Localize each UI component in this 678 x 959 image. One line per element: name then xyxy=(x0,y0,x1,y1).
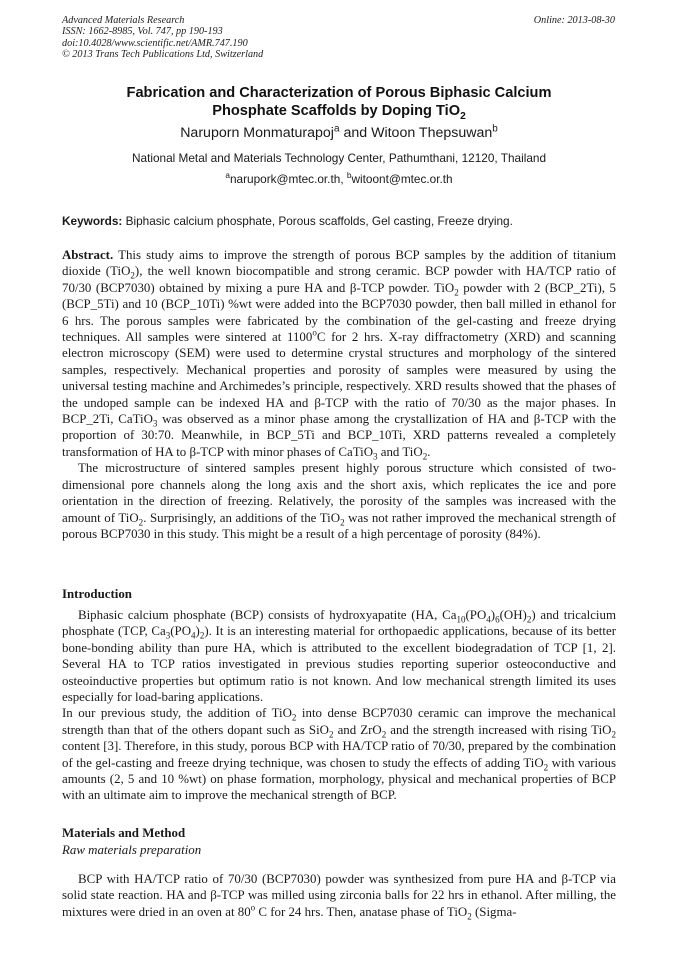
sub: 10 xyxy=(456,614,466,625)
journal-name: Advanced Materials Research xyxy=(62,15,185,26)
sub: 2 xyxy=(381,729,387,740)
sub: 2 xyxy=(543,762,549,773)
text: ) and tricalcium phosphate (TCP, Ca xyxy=(62,608,616,639)
text: (OH) xyxy=(499,608,527,622)
materials-section xyxy=(62,858,616,933)
sub: 2 xyxy=(422,451,428,462)
sup: o xyxy=(250,902,256,913)
sub: 2 xyxy=(611,729,616,740)
text: The microstructure of sintered samples present highly porous structure which consisted of two-dimensional pore channels along the long axis and the short axis, which replicates the ice and pore orientation in the direction of freezing. Relatively, the porosity of the samples was increased with the amount of TiO xyxy=(62,461,616,525)
paper-title xyxy=(62,84,616,120)
abstract-paragraph-2 xyxy=(62,460,616,542)
text: Biphasic calcium phosphate (BCP) consists of hydroxyapatite (HA, Ca xyxy=(78,608,457,622)
author-2: Witoon Thepsuwan xyxy=(371,125,493,141)
text: (PO xyxy=(170,624,192,639)
materials-heading: Materials and Method xyxy=(62,826,186,840)
email-b[interactable]: witoont@mtec.or.th xyxy=(351,172,453,186)
introduction-heading: Introduction xyxy=(62,587,132,601)
text: powder with 2 (BCP_2Ti), 5 (BCP_5Ti) and 10 (BCP_10Ti) %wt were added into the BCP7030 powder, then ball milled in ethanol for 6 hrs. The porous samples were fabricated by the combination of the gel-casting and freeze drying techniques. All samples were sintered at 1100 xyxy=(62,280,616,345)
abstract-label: Abstract. xyxy=(62,248,114,262)
sub: 3 xyxy=(373,451,378,462)
email-b-mark: b xyxy=(346,171,352,181)
text: (Sigma- xyxy=(471,904,517,919)
sub: 2 xyxy=(526,614,532,625)
sub: 6 xyxy=(495,614,500,625)
sub: 2 xyxy=(340,517,345,528)
text: ) xyxy=(195,624,200,639)
copyright-line: © 2013 Trans Tech Publications Ltd, Switzerland xyxy=(62,48,264,60)
abstract-section xyxy=(62,247,616,542)
intro-paragraph-2 xyxy=(62,705,616,803)
sup: o xyxy=(312,327,317,338)
text: into dense BCP7030 ceramic can improve the mechanical strength than that of the others dopant such as SiO xyxy=(62,706,616,737)
sub: 3 xyxy=(165,630,171,641)
text: and the strength increased with rising TiO xyxy=(386,722,612,737)
sub: 2 xyxy=(329,729,334,740)
text: was observed as a minor phase among the crystallization of HA and β-TCP with the proportion of 30:70. Meanwhile, in BCP_5Ti and BCP_10Ti, XRD patterns revealed a completely transformation of HA to β-TCP with minor phases of CaTiO xyxy=(62,412,616,459)
abstract-paragraph-1 xyxy=(62,247,616,460)
doi-line[interactable]: doi:10.4028/www.scientific.net/AMR.747.190 xyxy=(62,37,248,49)
author-list xyxy=(62,124,616,142)
issn-line: ISSN: 1662-8985, Vol. 747, pp 190-193 xyxy=(62,26,223,38)
sub: 2 xyxy=(199,630,205,641)
text: and ZrO xyxy=(333,722,382,737)
text: ) xyxy=(490,608,496,622)
keywords xyxy=(62,214,616,228)
materials-paragraph-1 xyxy=(62,871,616,920)
title-line-1: Fabrication and Characterization of Porous Biphasic Calcium xyxy=(126,85,552,101)
sub: 2 xyxy=(138,517,144,528)
sub: 2 xyxy=(130,270,135,281)
text: ), the well known biocompatible and strong ceramic. BCP powder with HA/TCP ratio of 70/30 (BCP7030) obtained by mixing a pure HA and β-TCP powder. TiO xyxy=(62,264,616,295)
text: (PO xyxy=(465,608,487,622)
text: with various amounts (2, 5 and 10 %wt) on phase formation, morphology, physical and mechanical properties of BCP with an ultimate aim to improve the mechanical strength of BCP. xyxy=(62,755,616,803)
text: In our previous study, the addition of TiO xyxy=(62,706,292,721)
introduction-section xyxy=(62,607,616,804)
author-1: Naruporn Monmaturapoj xyxy=(180,125,334,141)
affiliation: National Metal and Materials Technology Center, Pathumthani, 12120, Thailand xyxy=(131,151,547,165)
sub: 4 xyxy=(486,614,491,625)
text: ). It is an interesting material for orthopaedic applications, because of its better bone-bonding ability than pure HA, which is attributed to the excellent biodegradation of TCP [1, 2]. Several HA to TCP ratios investigated in previous studies reporting superior osteoconductive and osteoinductive properties but optimum ratio is not known. And low mechanical strength limited its uses especially for load-baring applications. xyxy=(62,624,616,705)
text: BCP with HA/TCP ratio of 70/30 (BCP7030) powder was synthesized from pure HA and β-TCP via solid state reaction. HA and β-TCP was milled using zirconia balls for 22 hrs in ethanol. After milling, the mixtures were dried in an oven at 80 xyxy=(62,871,616,919)
text: . Surprisingly, an additions of the TiO xyxy=(143,510,341,525)
email-a-mark: a xyxy=(225,171,230,181)
keywords-label: Keywords: xyxy=(62,214,123,228)
email-a[interactable]: narupork@mtec.or.th xyxy=(229,172,341,186)
intro-paragraph-1 xyxy=(62,607,616,705)
text: was not rather improved the mechanical strength of porous BCP7030 in this study. This might be a result of a high percentage of porosity (84%). xyxy=(62,510,616,541)
sub: 2 xyxy=(454,287,459,298)
email-separator: , xyxy=(340,172,347,186)
title-line-2 xyxy=(62,102,616,120)
text: and TiO xyxy=(377,444,423,459)
sub: 2 xyxy=(291,713,297,724)
author-emails xyxy=(62,172,616,186)
author-1-mark: a xyxy=(333,123,340,135)
text: C for 24 hrs. Then, anatase phase of TiO xyxy=(255,904,468,919)
title-line-2-text: Phosphate Scaffolds by Doping TiO xyxy=(212,103,461,119)
author-2-mark: b xyxy=(492,123,498,135)
abstract-p1-seg0: This study aims to improve the strength of porous BCP samples by the addition of titanium dioxide (TiO xyxy=(62,248,616,279)
author-conjunction: and xyxy=(339,125,372,141)
journal-header xyxy=(62,15,263,60)
text: C for 2 hrs. X-ray diffractometry (XRD) and scanning electron microscopy (SEM) were used to determine crystal structures and morphology of the sintered samples, respectively. Mechanical properties and porosity of samples were measured by using the universal testing machine and Archimedes’s principle, respectively. XRD results showed that the phases of the undoped sample can be indexed HA and β-TCP with the ratio of 70/30 as the major phases. In BCP_2Ti, CaTiO xyxy=(62,330,616,427)
sub: 4 xyxy=(191,630,196,641)
keywords-text: Biphasic calcium phosphate, Porous scaffolds, Gel casting, Freeze drying. xyxy=(122,214,513,228)
title-subscript: 2 xyxy=(460,110,466,122)
text: content [3]. Therefore, in this study, porous BCP with HA/TCP ratio of 70/30, prepared by the combination of the gel-casting and freeze drying technique, was chosen to study the effects of adding TiO xyxy=(62,739,616,770)
raw-materials-subheading: Raw materials preparation xyxy=(62,843,202,857)
online-date: Online: 2013-08-30 xyxy=(533,15,615,26)
sub: 2 xyxy=(467,911,472,922)
sub: 3 xyxy=(152,418,158,429)
text: . xyxy=(427,444,431,459)
